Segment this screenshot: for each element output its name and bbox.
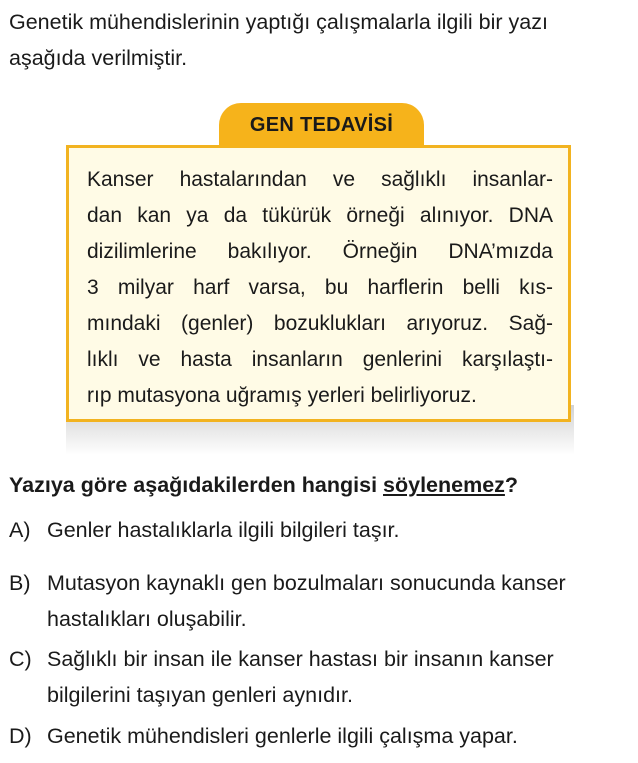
reading-line: lıklı ve hasta insanların genlerini karşılaştı- <box>87 348 553 371</box>
question-prefix: Yazıya göre aşağıdakilerden hangisi <box>9 473 384 497</box>
reading-line: 3 milyar harf varsa, bu harflerin belli kıs- <box>87 276 553 299</box>
reading-line: dizilimlerine bakılıyor. Örneğin DNA’mızda <box>87 240 553 263</box>
option-text <box>47 565 566 637</box>
intro-line: Genetik mühendislerinin yaptığı çalışmalarla ilgili bir yazı <box>9 10 548 34</box>
option-letter: D) <box>9 724 32 748</box>
option-line: Genler hastalıklarla ilgili bilgileri taşır. <box>47 518 400 542</box>
option-d[interactable] <box>9 718 518 754</box>
option-line: Genetik mühendisleri genlerle ilgili çalışma yapar. <box>47 724 518 748</box>
option-text <box>47 641 554 713</box>
option-text <box>47 718 518 754</box>
reading-line: mındaki (genler) bozuklukları arıyoruz. Sağ- <box>87 312 553 335</box>
option-line: hastalıkları oluşabilir. <box>47 607 247 631</box>
question-suffix: ? <box>504 473 519 497</box>
question-underlined-word: söylenemez <box>383 473 505 497</box>
option-text <box>47 512 400 548</box>
question-text <box>9 467 518 503</box>
reading-box <box>66 145 571 422</box>
box-title-tab: GEN TEDAVİSİ <box>219 103 424 147</box>
reading-text <box>87 162 553 414</box>
option-letter: B) <box>9 571 31 595</box>
option-line: Sağlıklı bir insan ile kanser hastası bir insanın kanser <box>47 647 554 671</box>
reading-line: dan kan ya da tükürük örneği alınıyor. DNA <box>87 204 553 227</box>
option-b[interactable] <box>9 565 566 637</box>
reading-line: rıp mutasyona uğramış yerleri belirliyoruz. <box>87 384 477 407</box>
option-letter: A) <box>9 518 31 542</box>
option-line: bilgilerini taşıyan genleri aynıdır. <box>47 683 353 707</box>
option-line: Mutasyon kaynaklı gen bozulmaları sonucunda kanser <box>47 571 566 595</box>
reading-line: Kanser hastalarından ve sağlıklı insanlar- <box>87 168 553 191</box>
option-c[interactable] <box>9 641 554 713</box>
intro-line: aşağıda verilmiştir. <box>9 46 188 70</box>
intro-text <box>9 4 634 76</box>
option-letter: C) <box>9 647 32 671</box>
option-a[interactable] <box>9 512 400 548</box>
